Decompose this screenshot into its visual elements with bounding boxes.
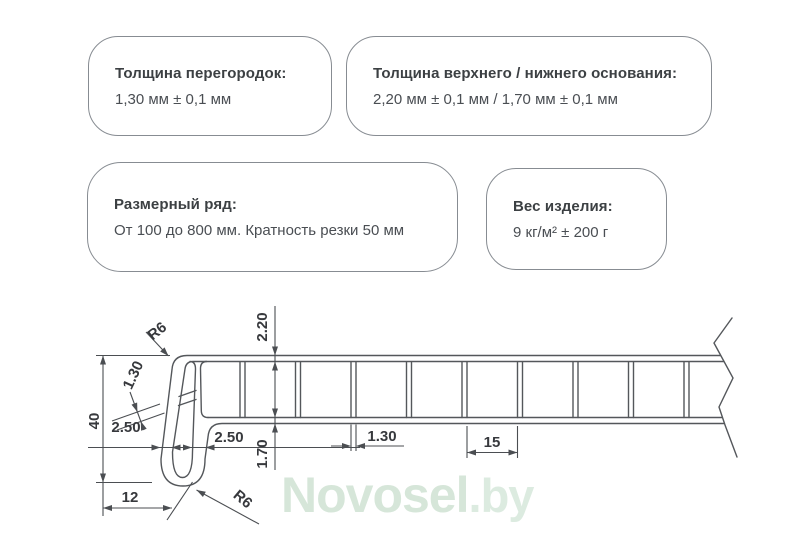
nose-rear-wall-right-surface	[200, 362, 208, 418]
arrowhead	[183, 445, 192, 451]
dim-label-profile-height: 40	[86, 412, 103, 430]
arrowhead	[272, 347, 278, 356]
watermark-brand: Novosel	[281, 467, 469, 523]
cell-partitions	[240, 362, 689, 418]
arrowhead	[342, 443, 351, 449]
arrowhead	[100, 356, 106, 365]
profile-outer-contour	[161, 356, 728, 487]
dim-nose-width-lines	[103, 482, 193, 520]
card-value: 1,30 мм ± 0,1 мм	[115, 90, 232, 108]
card-title: Толщина верхнего / нижнего основания:	[373, 64, 678, 82]
dim-label-radius-top: R6	[144, 318, 171, 344]
arrowhead	[509, 450, 518, 456]
arrowhead	[100, 474, 106, 483]
watermark-suffix: .by	[468, 469, 534, 522]
arrowhead	[195, 487, 206, 497]
arrowhead	[467, 450, 476, 456]
break-mask	[714, 318, 800, 457]
card-value: 9 кг/м² ± 200 г	[513, 223, 609, 241]
dim-label-bottom-base: 1.70	[254, 439, 271, 469]
dim-label-nose-rear-wall: 2.50	[214, 429, 244, 446]
dim-label-cell-width: 15	[483, 434, 501, 451]
card-title: Толщина перегородок:	[115, 64, 287, 82]
card-value: От 100 до 800 мм. Кратность резки 50 мм	[114, 221, 405, 239]
dim-label-radius-bottom: R6	[229, 486, 256, 513]
arrowhead	[272, 362, 278, 371]
card-title: Размерный ряд:	[114, 195, 237, 213]
arrowhead	[272, 424, 278, 433]
arrowhead	[356, 443, 365, 449]
arrowhead	[163, 505, 172, 511]
card-title: Вес изделия:	[513, 197, 613, 215]
arrowhead	[272, 409, 278, 418]
dim-label-top-base: 2.20	[254, 312, 271, 342]
dim-label-nose-front-wall: 2.50	[111, 419, 141, 436]
dim-label-nose-width: 12	[121, 489, 139, 506]
arrowhead	[152, 445, 161, 451]
card-value: 2,20 мм ± 0,1 мм / 1,70 мм ± 0,1 мм	[373, 90, 618, 108]
arrowhead	[103, 505, 112, 511]
dim-label-nose-partition: 1.30	[119, 358, 148, 393]
dim-label-partition: 1.30	[367, 428, 397, 445]
